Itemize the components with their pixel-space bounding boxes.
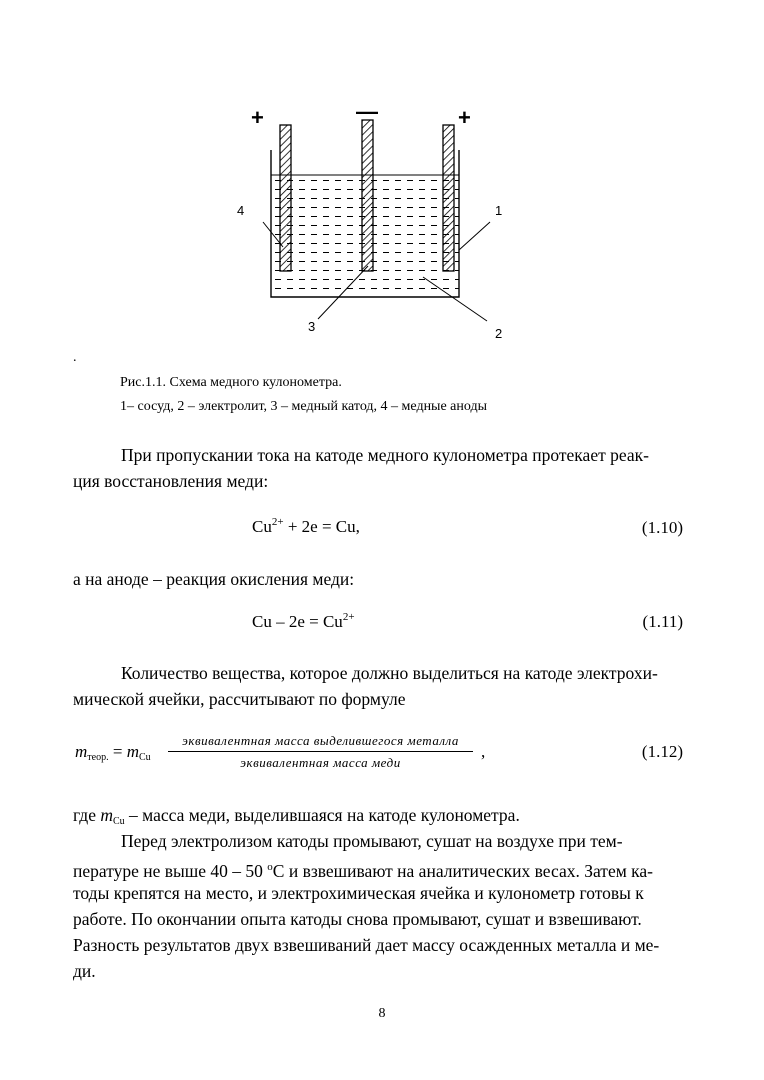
- equation-1-11: [252, 611, 355, 632]
- equation-1-12-fraction: [168, 733, 473, 771]
- eq-1-12-m: m: [75, 742, 88, 761]
- para-5-line-2-b: С и взвешивают на аналитических весах. Затем ка-: [272, 861, 654, 881]
- label-2: 2: [495, 326, 503, 341]
- degree-sup: o: [267, 861, 273, 873]
- fraction-denominator: эквивалентная масса меди: [240, 755, 401, 770]
- cathode: [362, 120, 373, 271]
- label-1: 1: [495, 203, 503, 218]
- eq-1-12-sub-cu: Cu: [138, 752, 151, 763]
- equation-number-1-12: (1.12): [641, 742, 683, 761]
- anode-left: [280, 125, 291, 271]
- figure-caption-title: Рис.1.1. Схема медного кулонометра.: [120, 375, 342, 390]
- polarity-left: +: [251, 105, 264, 130]
- eq-1-12-equals: =: [108, 742, 127, 761]
- paragraph-1-line-2: ция восстановления меди:: [73, 471, 269, 491]
- coulometer-figure: [225, 95, 545, 355]
- leader-1: [459, 222, 490, 250]
- eq-1-12-m-cu: m: [126, 742, 139, 761]
- eq-1-11-body: Cu – 2e = Cu: [252, 612, 343, 631]
- figure-caption-legend: 1– сосуд, 2 – электролит, 3 – медный катод, 4 – медные аноды: [120, 399, 488, 414]
- equation-1-12-lhs: [75, 742, 151, 763]
- paragraph-5-line-1: Перед электролизом катоды промывают, сушат на воздухе при тем-: [121, 831, 623, 851]
- polarity-right: +: [458, 105, 471, 130]
- label-4: 4: [237, 203, 245, 218]
- paragraph-3-line-2: мической ячейки, рассчитывают по формуле: [73, 689, 406, 709]
- eq-1-12-sub-theor: теор.: [87, 752, 109, 763]
- page-number: 8: [378, 1006, 386, 1021]
- eq-1-10-charge: 2+: [271, 516, 284, 528]
- fraction-bar: [168, 751, 473, 752]
- paragraph-2: а на аноде – реакция окисления меди:: [73, 569, 355, 589]
- para-5-line-2-a: пературе не выше 40 – 50: [73, 861, 268, 881]
- paragraph-3-line-1: Количество вещества, которое должно выделиться на катоде электрохи-: [121, 663, 658, 683]
- para-4-prefix: где: [73, 805, 101, 825]
- eq-1-10-cu: Cu: [252, 517, 272, 536]
- equation-number-1-10: (1.10): [641, 518, 683, 537]
- paragraph-1-line-1: При пропускании тока на катоде медного кулонометра протекает реак-: [121, 445, 649, 465]
- paragraph-5-line-4: работе. По окончании опыта катоды снова промывают, сушат и взвешивают.: [73, 909, 642, 929]
- eq-1-10-rest: + 2e = Cu,: [283, 517, 360, 536]
- paragraph-5-line-5: Разность результатов двух взвешиваний дает массу осажденных металла и ме-: [73, 935, 660, 955]
- equation-number-1-11: (1.11): [642, 612, 683, 631]
- equation-1-10: [252, 516, 360, 537]
- paragraph-5-line-6: ди.: [73, 961, 96, 981]
- anode-right: [443, 125, 454, 271]
- coulometer-diagram: [225, 95, 545, 355]
- stray-dot: .: [73, 350, 77, 365]
- polarity-middle: —: [356, 99, 378, 124]
- para-4-sub: Cu: [113, 816, 125, 827]
- eq-1-11-charge: 2+: [342, 611, 355, 623]
- paragraph-5-line-3: тоды крепятся на место, и электрохимическая ячейка и кулонометр готовы к: [73, 883, 644, 903]
- equation-1-12-comma: ,: [481, 742, 486, 761]
- para-4-text: – масса меди, выделившаяся на катоде кулонометра.: [124, 805, 520, 825]
- fraction-numerator: эквивалентная масса выделившегося металла: [182, 733, 459, 748]
- label-3: 3: [308, 319, 316, 334]
- para-4-m: m: [100, 805, 113, 825]
